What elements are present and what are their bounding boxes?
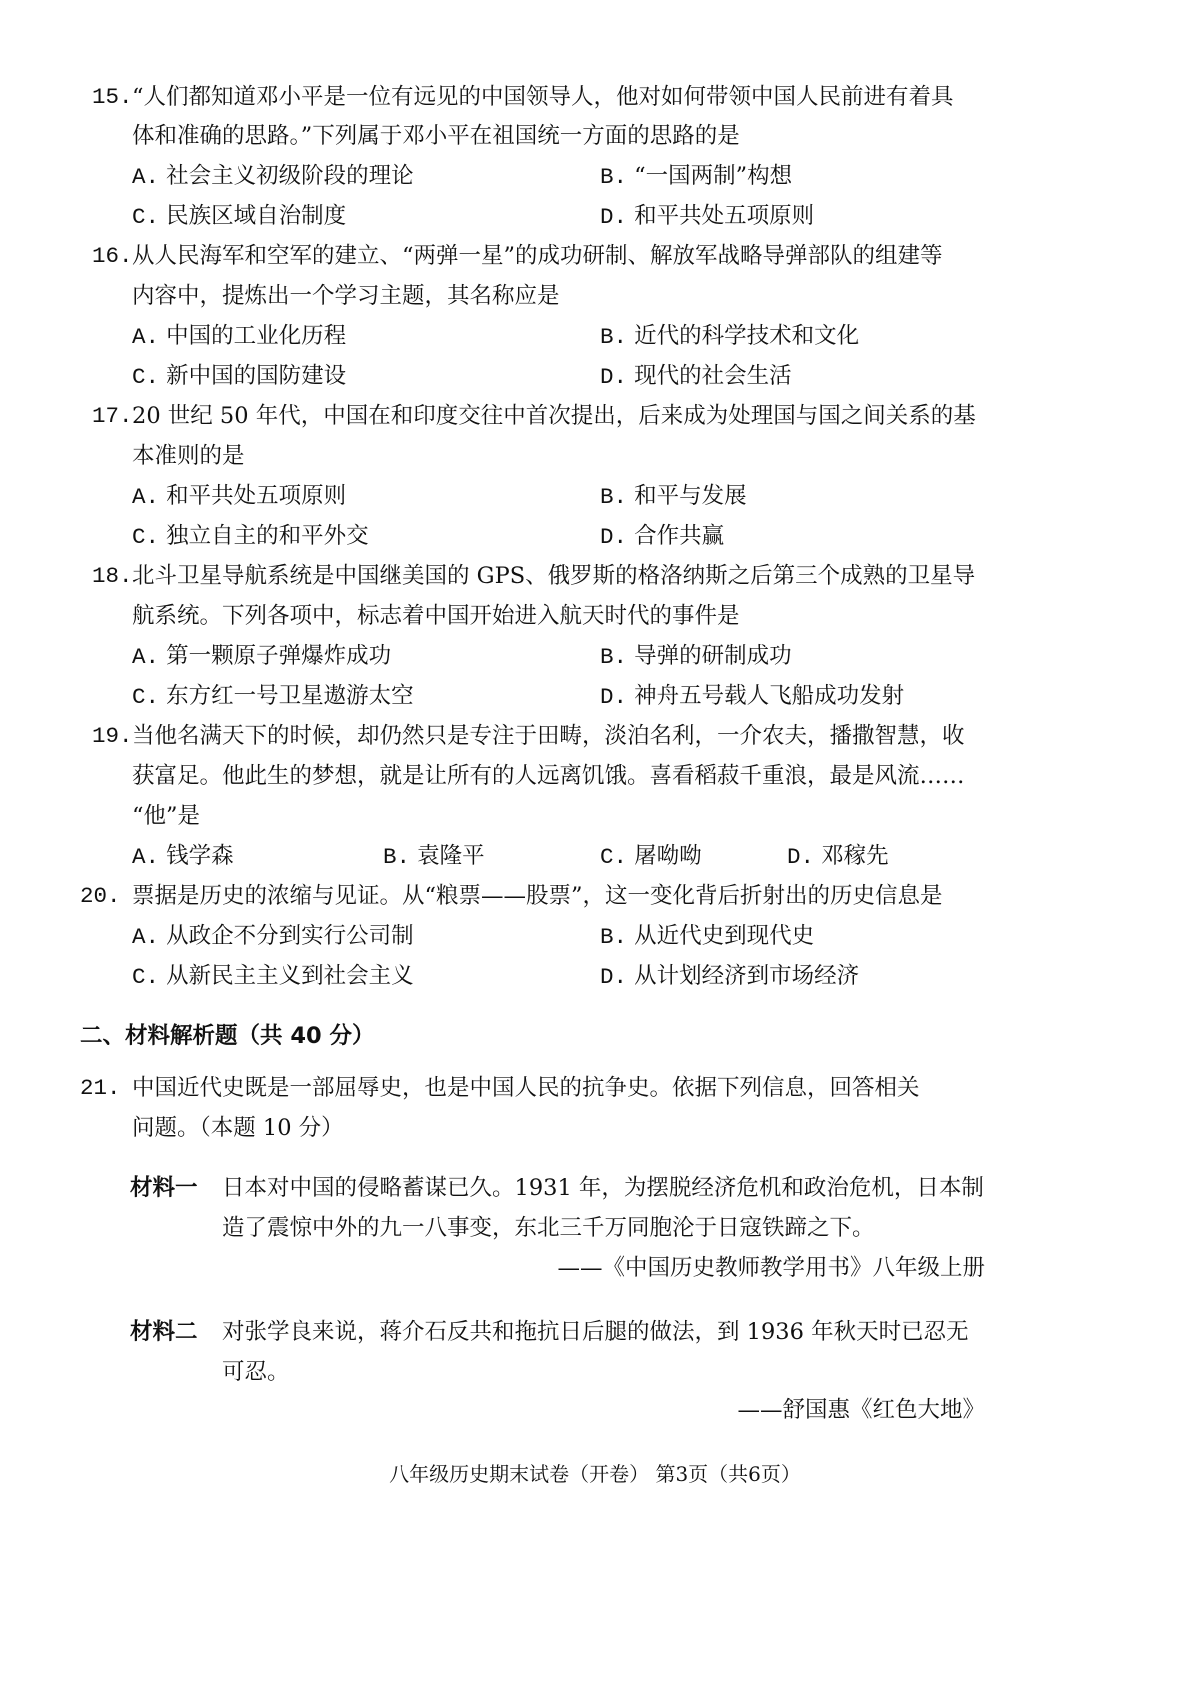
question-number: 16. (92, 243, 133, 269)
question-number: 19. (92, 723, 133, 749)
option-a: A. 第一颗原子弹爆炸成功 (132, 643, 392, 670)
material-source: ——《中国历史教师教学用书》八年级上册 (557, 1255, 985, 1281)
question-stem-line: 问题。（本题 10 分） (132, 1115, 344, 1141)
option-c: C. 民族区域自治制度 (132, 203, 347, 230)
option-c: C. 新中国的国防建设 (132, 363, 347, 390)
question-number: 20. (80, 883, 121, 909)
option-a: A. 和平共处五项原则 (132, 483, 347, 510)
option-b: B. 从近代史到现代史 (600, 923, 815, 950)
material-text-line: 可忍。 (222, 1359, 290, 1385)
section-title: 二、材料解析题（共 40 分） (80, 1023, 375, 1049)
option-a: A. 钱学森 (132, 843, 234, 870)
option-b: B. 和平与发展 (600, 483, 747, 510)
question-stem-line: 体和准确的思路。”下列属于邓小平在祖国统一方面的思路的是 (132, 123, 740, 149)
material-text-line: 造了震惊中外的九一八事变，东北三千万同胞沦于日寇铁蹄之下。 (222, 1215, 875, 1241)
option-d: D. 现代的社会生活 (600, 363, 792, 390)
question-number: 21. (80, 1075, 121, 1101)
material-text-line: 日本对中国的侵略蓄谋已久。1931 年，为摆脱经济危机和政治危机，日本制 (222, 1175, 984, 1201)
material-text-line: 对张学良来说，蒋介石反共和拖抗日后腿的做法，到 1936 年秋天时已忍无 (222, 1319, 969, 1345)
question-number: 17. (92, 403, 133, 429)
option-a: A. 社会主义初级阶段的理论 (132, 163, 414, 190)
option-c: C. 从新民主主义到社会主义 (132, 963, 414, 990)
material-source: ——舒国惠《红色大地》 (737, 1397, 985, 1423)
option-c: C. 独立自主的和平外交 (132, 523, 369, 550)
question-stem-line: 从人民海军和空军的建立、“两弹一星”的成功研制、解放军战略导弹部队的组建等 (132, 243, 943, 269)
option-b: B. 近代的科学技术和文化 (600, 323, 860, 350)
question-stem-line: 内容中，提炼出一个学习主题，其名称应是 (132, 283, 560, 309)
option-d: D. 从计划经济到市场经济 (600, 963, 860, 990)
material-label: 材料一 (130, 1175, 198, 1201)
option-d: D. 合作共赢 (600, 523, 725, 550)
page-footer: 八年级历史期末试卷（开卷） 第3页（共6页） (389, 1462, 801, 1486)
question-stem-line: 北斗卫星导航系统是中国继美国的 GPS、俄罗斯的格洛纳斯之后第三个成熟的卫星导 (132, 563, 976, 589)
option-d: D. 神舟五号载人飞船成功发射 (600, 683, 905, 710)
question-stem-line: 当他名满天下的时候，却仍然只是专注于田畴，淡泊名利，一介农夫，播撒智慧，收 (132, 723, 965, 749)
question-stem-line: 20 世纪 50 年代，中国在和印度交往中首次提出，后来成为处理国与国之间关系的基 (132, 403, 976, 429)
option-c: C. 东方红一号卫星遨游太空 (132, 683, 414, 710)
question-number: 15. (92, 84, 133, 110)
option-d: D. 邓稼先 (787, 843, 889, 870)
question-stem-line: 获富足。他此生的梦想，就是让所有的人远离饥饿。喜看稻菽千重浪，最是风流…… (132, 763, 965, 789)
option-c: C. 屠呦呦 (600, 843, 702, 870)
option-b: B. “一国两制”构想 (600, 163, 793, 190)
question-stem-line: 中国近代史既是一部屈辱史，也是中国人民的抗争史。依据下列信息，回答相关 (132, 1075, 920, 1101)
question-stem-line: 航系统。下列各项中，标志着中国开始进入航天时代的事件是 (132, 603, 740, 629)
option-a: A. 中国的工业化历程 (132, 323, 347, 350)
question-number: 18. (92, 563, 133, 589)
option-b: B. 袁隆平 (383, 843, 485, 870)
question-stem-line: “人们都知道邓小平是一位有远见的中国领导人，他对如何带领中国人民前进有着具 (132, 84, 954, 110)
question-stem-line: 票据是历史的浓缩与见证。从“粮票——股票”，这一变化背后折射出的历史信息是 (132, 883, 943, 909)
question-stem-line: 本准则的是 (132, 443, 245, 469)
option-a: A. 从政企不分到实行公司制 (132, 923, 414, 950)
option-b: B. 导弹的研制成功 (600, 643, 792, 670)
option-d: D. 和平共处五项原则 (600, 203, 815, 230)
material-label: 材料二 (130, 1319, 198, 1345)
question-stem-line: “他”是 (132, 803, 201, 829)
